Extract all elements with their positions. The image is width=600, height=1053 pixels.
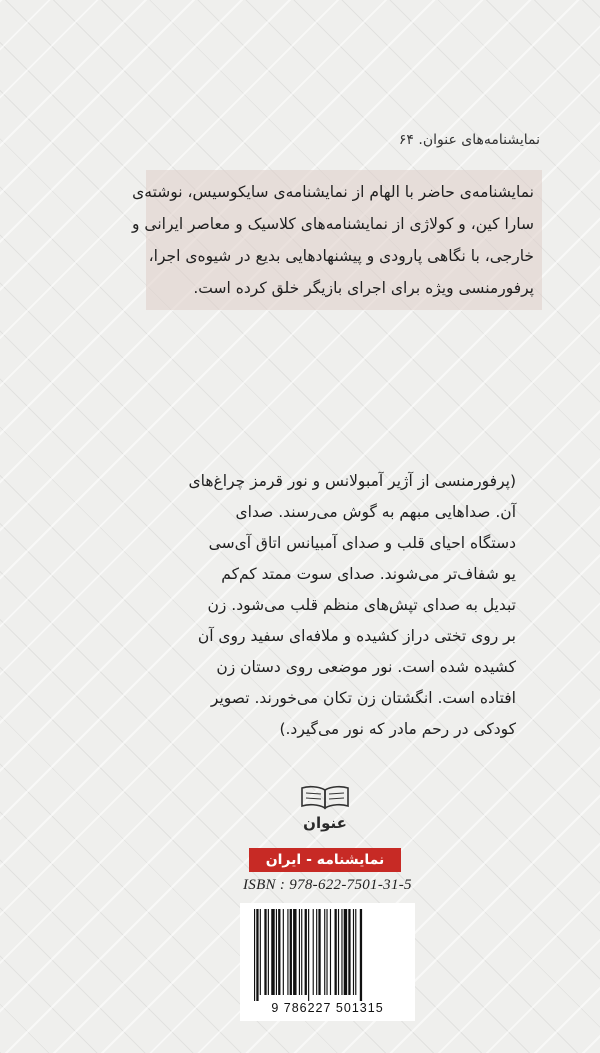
barcode-bars-icon <box>252 909 410 1001</box>
isbn-text: ISBN : 978-622-7501-31-5 <box>243 877 412 893</box>
excerpt-line: کودکی در رحم مادر که نور می‌گیرد.) <box>279 720 516 738</box>
publisher-logo-icon <box>296 782 354 834</box>
genre-label: نمایشنامه - ایران <box>249 848 401 872</box>
excerpt-line: افتاده است. انگشتان زن تکان می‌خورند. تصویر <box>210 689 516 707</box>
blurb-line: نمایشنامه‌ی حاضر با الهام از نمایشنامه‌ی سایکوسیس، نوشته‌ی <box>132 183 534 201</box>
excerpt-line: بر روی تختی دراز کشیده و ملافه‌ای سفید روی آن <box>197 627 516 645</box>
excerpt-line: یو شفاف‌تر می‌شوند. صدای سوت ممتد کم‌کم <box>221 565 516 583</box>
barcode-number: 9 786227 501315 <box>271 1001 384 1015</box>
series-line: نمایشنامه‌های عنوان. ۶۴ <box>398 132 540 148</box>
excerpt-line: دستگاه احیای قلب و صدای آمبیانس اتاق آی‌سی <box>208 534 516 552</box>
blurb-line: خارجی، با نگاهی پارودی و پیشنهادهایی بدیع در شیوه‌ی اجرا، <box>148 247 534 265</box>
publisher-logo-text: عنوان <box>303 814 347 832</box>
excerpt-line: تبدیل به صدای تپش‌های منظم قلب می‌شود. زن <box>207 596 516 614</box>
excerpt-line: آن. صداهایی مبهم به گوش می‌رسند. صدای <box>235 503 516 521</box>
excerpt-line: کشیده شده است. نور موضعی روی دستان زن <box>216 658 516 676</box>
excerpt-line: (پرفورمنسی از آژیر آمبولانس و نور قرمز چراغ‌های <box>188 472 516 490</box>
barcode <box>240 903 415 1021</box>
play-excerpt <box>176 466 516 745</box>
back-cover-blurb <box>132 170 542 310</box>
blurb-line: سارا کین، و کولاژی از نمایشنامه‌های کلاسیک و معاصر ایرانی و <box>132 215 534 233</box>
blurb-line: پرفورمنسی ویژه برای اجرای بازیگر خلق کرده است. <box>193 279 534 297</box>
